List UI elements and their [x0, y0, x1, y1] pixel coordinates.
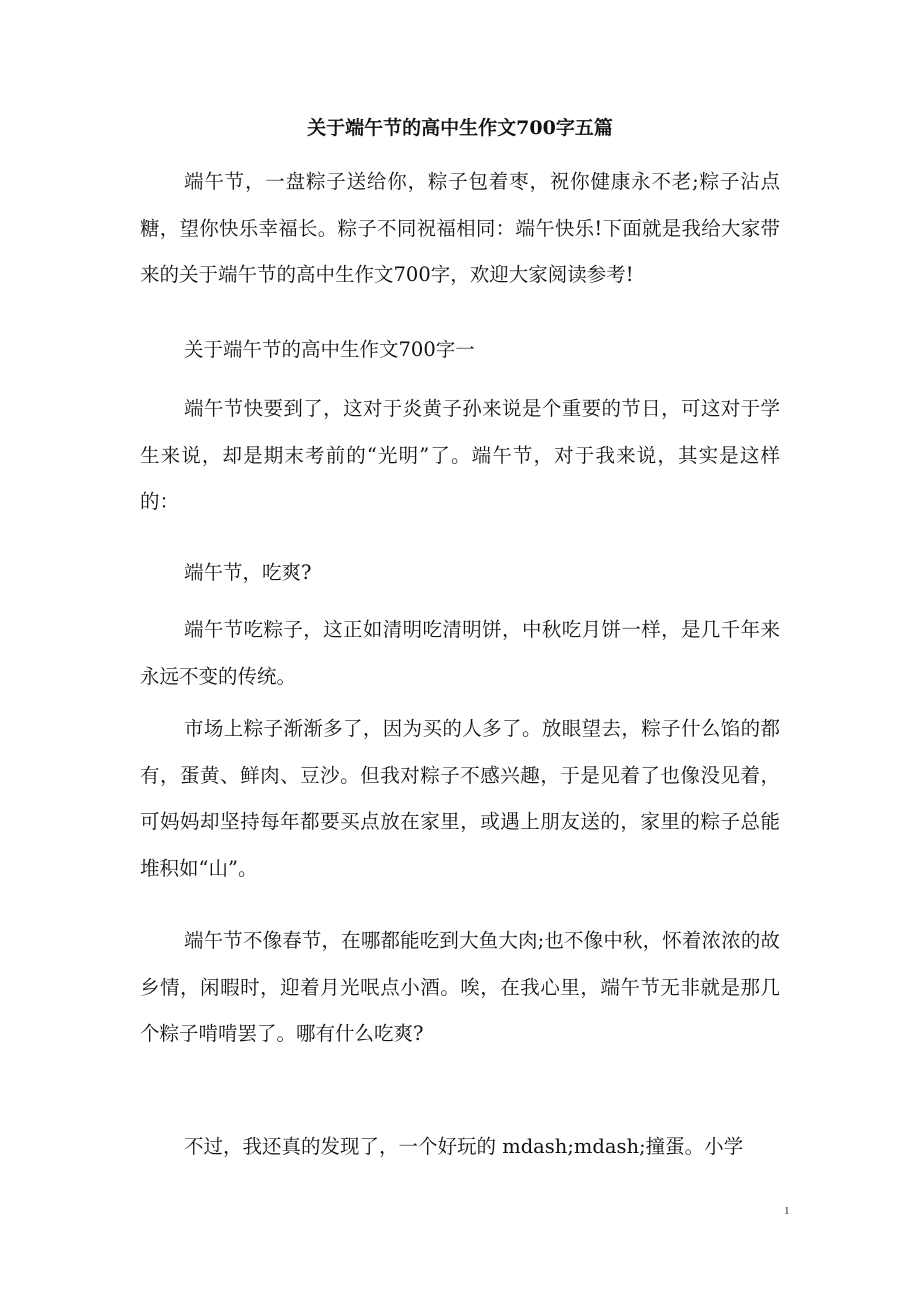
paragraph-tradition: 端午节吃粽子，这正如清明吃清明饼，中秋吃月饼一样，是几千年来永远不变的传统。 — [140, 618, 780, 688]
paragraph-section-heading: 关于端午节的高中生作文700字一 — [184, 338, 475, 361]
paragraph-comparison: 端午节不像春节，在哪都能吃到大鱼大肉;也不像中秋，怀着浓浓的故乡情，闲暇时，迎着月光呡点小酒。唉，在我心里，端午节无非就是那几个粽子啃啃罢了。哪有什么吃爽? — [140, 929, 780, 1045]
paragraph-market: 市场上粽子渐渐多了，因为买的人多了。放眼望去，粽子什么馅的都有，蛋黄、鲜肉、豆沙。但我对粽子不感兴趣，于是见着了也像没见着，可妈妈却坚持每年都要买点放在家里，或遇上朋友送的，家里的粽子总能堆积如“山”。 — [140, 717, 780, 880]
page-number: 1 — [784, 1205, 790, 1217]
paragraph-subheading: 端午节，吃爽? — [184, 561, 312, 584]
paragraph-intro: 端午节，一盘粽子送给你，粽子包着枣，祝你健康永不老;粽子沾点糖，望你快乐幸福长。粽子不同祝福相同：端午快乐!下面就是我给大家带来的关于端午节的高中生作文700字，欢迎大家阅读参考! — [140, 170, 780, 286]
document-title: 关于端午节的高中生作文700字五篇 — [307, 117, 613, 139]
paragraph-discovery: 不过，我还真的发现了，一个好玩的 mdash;mdash;撞蛋。小学 — [184, 1135, 744, 1158]
paragraph-opening: 端午节快要到了，这对于炎黄子孙来说是个重要的节日，可这对于学生来说，却是期末考前的“光明”了。端午节，对于我来说，其实是这样的： — [140, 397, 780, 513]
